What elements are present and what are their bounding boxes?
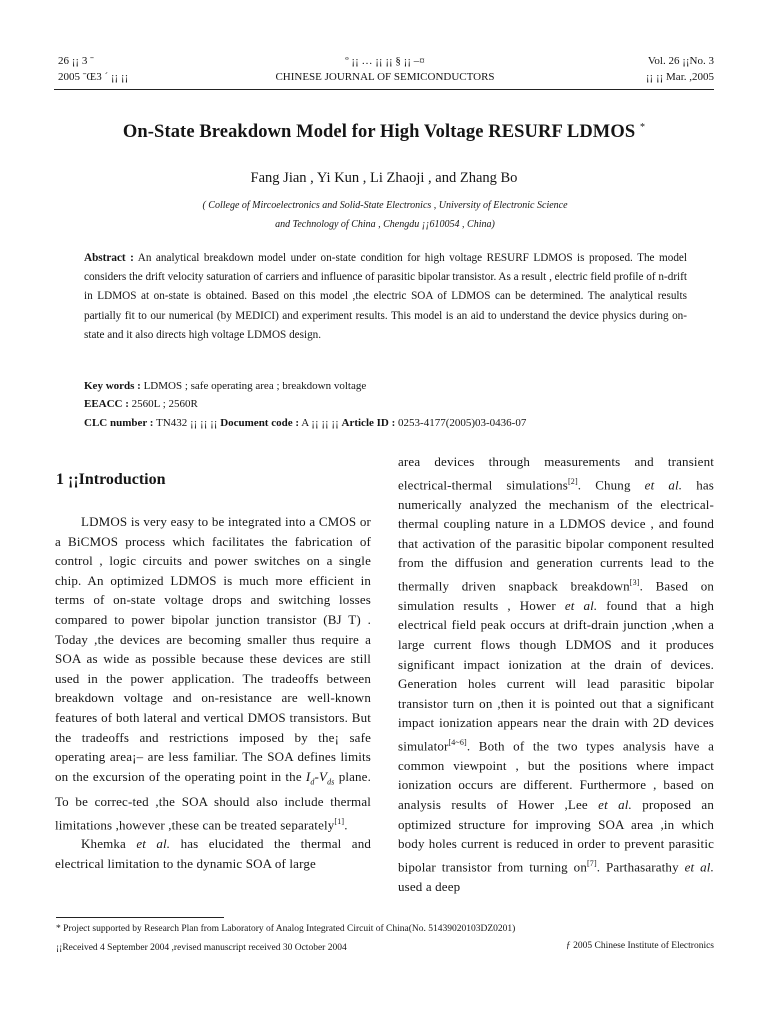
classification-line [84, 414, 526, 432]
et-al: et al. [644, 476, 683, 492]
journal-header-center [230, 53, 540, 85]
volume-issue-chinese: 26 ¡¡ 3 ˉ [58, 55, 94, 67]
journal-header-right [646, 53, 714, 85]
affiliation-line-2: and Technology of China , Chengdu ¡¡610054 , China) [275, 219, 495, 230]
article-id-label: Article ID : [341, 417, 396, 429]
right-text-h: . Parthasarathy [596, 859, 679, 875]
symbol-id-letter: I [305, 768, 311, 784]
citation-3: [3] [629, 577, 640, 587]
document-code-value: A ¡¡ ¡¡ ¡¡ [301, 417, 339, 429]
keywords [84, 377, 366, 395]
document-code-label: Document code : [220, 417, 300, 429]
footnote-funding: * Project supported by Research Plan from Laboratory of Analog Integrated Circuit of China(No. 51439020103DZ0201) [56, 924, 516, 934]
volume-issue: Vol. 26 ¡¡No. 3 [647, 55, 714, 67]
symbol-vds-sub: ds [327, 777, 335, 787]
et-al: et al. [684, 859, 714, 875]
paper-title-text: On-State Breakdown Model for High Voltage RESURF LDMOS [122, 122, 636, 143]
citation-2: [2] [567, 476, 578, 486]
et-al: et al. [598, 797, 632, 813]
symbol-dash: - [314, 768, 320, 784]
clc-value: TN432 ¡¡ ¡¡ ¡¡ [156, 417, 218, 429]
citation-4-6: [4~6] [448, 737, 467, 747]
clc-label: CLC number : [84, 417, 154, 429]
intro-paragraph-1-cont: plane. To be correc-ted ,the SOA should also include thermal limitations ,however ,these can be treated separately [55, 768, 371, 832]
symbol-id [305, 768, 315, 787]
right-text-a: area devices through measurements and transient electrical-thermal simulations [398, 454, 714, 492]
right-text-i: used a deep [398, 878, 461, 894]
copyright-notice: ƒ 2005 Chinese Institute of Electronics [565, 941, 714, 951]
right-text-f: . Both of the two types analysis have a common viewpoint , but the positions where impact ionization occurs are different. Furthermore , based on analysis results of Hower ,Lee [398, 738, 714, 813]
author-khemka: Khemka [81, 836, 126, 852]
issue-date: ¡¡ ¡¡ Mar. ,2005 [645, 71, 714, 83]
symbol-id-sub: d [310, 777, 315, 787]
body-column-left [55, 512, 371, 874]
intro-paragraph-1 [55, 512, 371, 834]
symbol-vds-letter: V [319, 768, 328, 784]
citation-7: [7] [586, 858, 597, 868]
intro-paragraph-1-end: . [344, 816, 348, 832]
keywords-value: LDMOS ; safe operating area ; breakdown voltage [143, 380, 367, 392]
journal-header-left [58, 53, 128, 85]
article-id-value: 0253-4177(2005)03-0436-07 [398, 417, 527, 429]
abstract-text: An analytical breakdown model under on-state condition for high voltage RESURF LDMOS is proposed. The model considers the drift velocity saturation of carriers and influence of parasitic bipolar transistor. As a result , electric field profile of n-drift in LDMOS at on-state is obtained. Based on this model ,the electric SOA of LDMOS can be determined. The analytical results partially fit to our numerical (by MEDICI) and experiment results. This model is an aid to understand the device physics during on-state and it also directs high voltage LDMOS design. [84, 252, 687, 341]
keywords-label: Key words : [84, 380, 141, 392]
et-al: et al. [136, 836, 171, 852]
author-list: Fang Jian , Yi Kun , Li Zhaoji , and Zhang Bo [250, 170, 518, 186]
intro-paragraph-2 [55, 834, 371, 873]
right-text-d: . Based on simulation results , Hower [398, 578, 714, 613]
journal-name-chinese: º ¡¡ … ¡¡ ¡¡ § ¡¡ –¤ [345, 55, 425, 67]
paper-title [54, 122, 714, 143]
journal-name-english: CHINESE JOURNAL OF SEMICONDUCTORS [275, 71, 495, 83]
year-month-chinese: 2005 ˉŒ3 ´ ¡¡ ¡¡ [58, 71, 129, 83]
affiliation-line-1: ( College of Mircoelectronics and Solid-State Electronics , University of Electronic Science [202, 200, 568, 211]
right-text-c: has numerically analyzed the mechanism of the electrical-thermal coupling nature in a LDMOS device , and found that activation of the parasitic bipolar component resulted from the diffusion and generation currents lead to the thermally driven snapback breakdown [398, 476, 714, 594]
eeacc-value: 2560L ; 2560R [131, 398, 198, 410]
intro-paragraph-2-continued [398, 452, 714, 896]
section-heading-introduction: 1 ¡¡Introduction [56, 471, 166, 488]
right-text-b: . Chung [577, 476, 631, 492]
citation-1: [1] [334, 816, 345, 826]
footnote-rule [56, 917, 224, 918]
header-rule [54, 89, 714, 90]
abstract-label: Abstract : [84, 252, 134, 264]
footnote-received: ¡¡Received 4 September 2004 ,revised manuscript received 30 October 2004 [56, 943, 347, 953]
intro-paragraph-2-text: has elucidated the thermal and electrical limitation to the dynamic SOA of large [55, 836, 372, 872]
et-al: et al. [564, 597, 598, 613]
intro-paragraph-1-text: LDMOS is very easy to be integrated into a CMOS or a BiCMOS process which facilitates the fabrication of control , logic circuits and power switches on a single chip. An optimized LDMOS is much more efficient in terms of on-state voltage drops and switching losses compared to power bipolar junction transistor (BJ T) . Today ,the devices are becoming smaller thus require a SOA as wide as possible because these devices are still used in the power application. The tradeoffs between breakdown voltage and on-resistance are well-known features of both lateral and vertical DMOS transistors. But the tradeoffs and restrictions imposed by the¡ safe operating area¡– are less familiar. The SOA defines limits on the excursion of the operating point in the [55, 514, 371, 784]
eeacc-label: EEACC : [84, 398, 129, 410]
symbol-vds [319, 768, 335, 787]
abstract [84, 249, 687, 345]
affiliation [160, 196, 610, 234]
eeacc [84, 395, 198, 413]
body-column-right [398, 452, 714, 896]
title-footnote-mark: * [639, 122, 646, 133]
right-text-e: found that a high electrical field peak occurs at drift-drain junction ,when a large current flows though LDMOS and it produces significant impact ionization at the drain of devices. Generation holes current will lead parasitic bipolar transistor turn on ,then it is pointed out that a significant impact ionization appears near the drain with 2D devices simulator [398, 597, 714, 754]
right-text-g: proposed an optimized structure for improving SOA area ,in which body holes current is reduced in order to prevent parasitic bipolar transistor from turning on [398, 797, 714, 875]
